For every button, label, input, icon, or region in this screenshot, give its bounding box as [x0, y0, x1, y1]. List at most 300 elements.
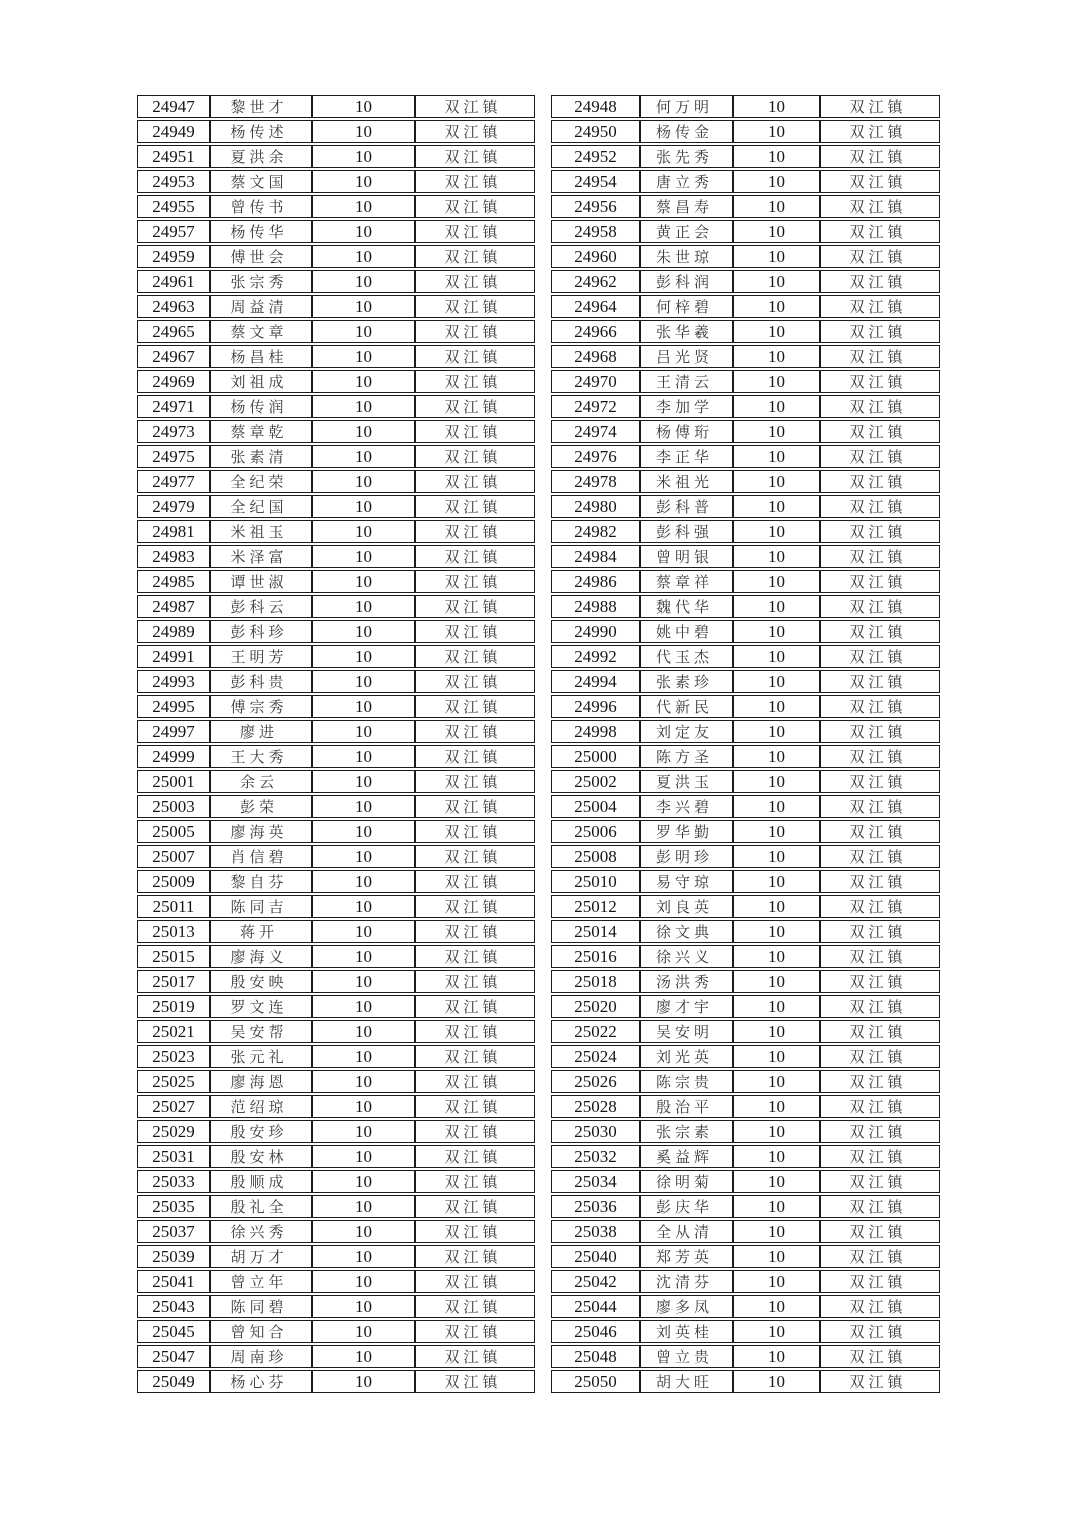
serial-cell: 25015 — [137, 945, 210, 968]
name-cell: 徐明菊 — [640, 1170, 733, 1193]
town-cell: 双江镇 — [820, 695, 940, 718]
name-cell: 李加学 — [640, 395, 733, 418]
table-row — [551, 420, 940, 443]
serial-cell: 24954 — [551, 170, 640, 193]
amount-cell: 10 — [733, 570, 820, 593]
name-cell: 杨传华 — [210, 220, 312, 243]
name-cell: 殷治平 — [640, 1095, 733, 1118]
serial-cell: 24992 — [551, 645, 640, 668]
name-cell: 傅世会 — [210, 245, 312, 268]
serial-cell: 25026 — [551, 1070, 640, 1093]
amount-cell: 10 — [312, 620, 415, 643]
town-cell: 双江镇 — [820, 95, 940, 118]
amount-cell: 10 — [733, 1045, 820, 1068]
serial-cell: 25017 — [137, 970, 210, 993]
table-row — [137, 1070, 535, 1093]
table-row — [137, 1170, 535, 1193]
serial-cell: 24980 — [551, 495, 640, 518]
table-row — [137, 295, 535, 318]
serial-cell: 25019 — [137, 995, 210, 1018]
amount-cell: 10 — [733, 1220, 820, 1243]
table-row — [137, 720, 535, 743]
name-cell: 蔡章乾 — [210, 420, 312, 443]
table-row — [551, 1295, 940, 1318]
table-row — [137, 1295, 535, 1318]
amount-cell: 10 — [312, 1345, 415, 1368]
town-cell: 双江镇 — [820, 195, 940, 218]
town-cell: 双江镇 — [415, 120, 535, 143]
name-cell: 吕光贤 — [640, 345, 733, 368]
town-cell: 双江镇 — [820, 1245, 940, 1268]
serial-cell: 24956 — [551, 195, 640, 218]
serial-cell: 24958 — [551, 220, 640, 243]
table-row — [551, 820, 940, 843]
name-cell: 曾知合 — [210, 1320, 312, 1343]
amount-cell: 10 — [312, 1245, 415, 1268]
serial-cell: 25050 — [551, 1370, 640, 1393]
table-row — [551, 1120, 940, 1143]
town-cell: 双江镇 — [820, 295, 940, 318]
name-cell: 张素清 — [210, 445, 312, 468]
table-row — [551, 320, 940, 343]
table-row — [551, 495, 940, 518]
serial-cell: 25012 — [551, 895, 640, 918]
name-cell: 王清云 — [640, 370, 733, 393]
table-row — [137, 970, 535, 993]
town-cell: 双江镇 — [415, 1245, 535, 1268]
serial-cell: 24965 — [137, 320, 210, 343]
amount-cell: 10 — [312, 1045, 415, 1068]
name-cell: 夏洪余 — [210, 145, 312, 168]
amount-cell: 10 — [312, 520, 415, 543]
amount-cell: 10 — [312, 1095, 415, 1118]
table-row — [137, 1095, 535, 1118]
town-cell: 双江镇 — [820, 1045, 940, 1068]
town-cell: 双江镇 — [415, 770, 535, 793]
amount-cell: 10 — [733, 195, 820, 218]
serial-cell: 24995 — [137, 695, 210, 718]
amount-cell: 10 — [733, 220, 820, 243]
name-cell: 张元礼 — [210, 1045, 312, 1068]
serial-cell: 24962 — [551, 270, 640, 293]
name-cell: 殷安林 — [210, 1145, 312, 1168]
left-roster-table — [137, 93, 535, 1395]
table-row — [137, 920, 535, 943]
town-cell: 双江镇 — [820, 920, 940, 943]
table-row — [551, 1070, 940, 1093]
name-cell: 代新民 — [640, 695, 733, 718]
name-cell: 彭科云 — [210, 595, 312, 618]
serial-cell: 24973 — [137, 420, 210, 443]
table-row — [551, 95, 940, 118]
town-cell: 双江镇 — [415, 520, 535, 543]
amount-cell: 10 — [312, 1220, 415, 1243]
table-row — [551, 1020, 940, 1043]
town-cell: 双江镇 — [820, 220, 940, 243]
table-row — [137, 1220, 535, 1243]
serial-cell: 25030 — [551, 1120, 640, 1143]
table-row — [137, 1320, 535, 1343]
amount-cell: 10 — [312, 845, 415, 868]
table-row — [551, 970, 940, 993]
serial-cell: 25023 — [137, 1045, 210, 1068]
amount-cell: 10 — [312, 320, 415, 343]
amount-cell: 10 — [312, 1195, 415, 1218]
amount-cell: 10 — [733, 1370, 820, 1393]
amount-cell: 10 — [312, 1170, 415, 1193]
amount-cell: 10 — [733, 770, 820, 793]
name-cell: 廖海恩 — [210, 1070, 312, 1093]
serial-cell: 25027 — [137, 1095, 210, 1118]
amount-cell: 10 — [733, 870, 820, 893]
amount-cell: 10 — [733, 620, 820, 643]
serial-cell: 25020 — [551, 995, 640, 1018]
amount-cell: 10 — [733, 1120, 820, 1143]
town-cell: 双江镇 — [820, 1270, 940, 1293]
town-cell: 双江镇 — [415, 620, 535, 643]
name-cell: 彭科强 — [640, 520, 733, 543]
amount-cell: 10 — [312, 670, 415, 693]
name-cell: 李正华 — [640, 445, 733, 468]
town-cell: 双江镇 — [820, 1345, 940, 1368]
name-cell: 胡大旺 — [640, 1370, 733, 1393]
serial-cell: 25008 — [551, 845, 640, 868]
table-row — [551, 170, 940, 193]
serial-cell: 24967 — [137, 345, 210, 368]
serial-cell: 24982 — [551, 520, 640, 543]
serial-cell: 25041 — [137, 1270, 210, 1293]
serial-cell: 24955 — [137, 195, 210, 218]
table-row — [551, 1095, 940, 1118]
amount-cell: 10 — [312, 345, 415, 368]
serial-cell: 24964 — [551, 295, 640, 318]
name-cell: 蔡文章 — [210, 320, 312, 343]
amount-cell: 10 — [312, 270, 415, 293]
table-row — [137, 770, 535, 793]
table-row — [137, 1245, 535, 1268]
serial-cell: 25039 — [137, 1245, 210, 1268]
serial-cell: 24986 — [551, 570, 640, 593]
name-cell: 黎自芬 — [210, 870, 312, 893]
serial-cell: 24985 — [137, 570, 210, 593]
table-row — [137, 1020, 535, 1043]
amount-cell: 10 — [312, 170, 415, 193]
town-cell: 双江镇 — [415, 1220, 535, 1243]
name-cell: 吴安明 — [640, 1020, 733, 1043]
town-cell: 双江镇 — [415, 995, 535, 1018]
table-row — [137, 395, 535, 418]
name-cell: 殷安映 — [210, 970, 312, 993]
name-cell: 代玉杰 — [640, 645, 733, 668]
amount-cell: 10 — [733, 845, 820, 868]
town-cell: 双江镇 — [415, 570, 535, 593]
serial-cell: 24976 — [551, 445, 640, 468]
town-cell: 双江镇 — [415, 1195, 535, 1218]
amount-cell: 10 — [733, 1020, 820, 1043]
table-row — [137, 270, 535, 293]
table-row — [137, 320, 535, 343]
amount-cell: 10 — [312, 795, 415, 818]
name-cell: 周益清 — [210, 295, 312, 318]
name-cell: 刘良英 — [640, 895, 733, 918]
town-cell: 双江镇 — [415, 1170, 535, 1193]
town-cell: 双江镇 — [415, 470, 535, 493]
right-roster-body — [551, 95, 940, 1393]
serial-cell: 24968 — [551, 345, 640, 368]
table-row — [137, 745, 535, 768]
name-cell: 蒋开 — [210, 920, 312, 943]
table-row — [551, 1270, 940, 1293]
town-cell: 双江镇 — [415, 595, 535, 618]
town-cell: 双江镇 — [820, 1095, 940, 1118]
serial-cell: 24951 — [137, 145, 210, 168]
amount-cell: 10 — [733, 695, 820, 718]
amount-cell: 10 — [733, 445, 820, 468]
serial-cell: 25046 — [551, 1320, 640, 1343]
serial-cell: 24953 — [137, 170, 210, 193]
amount-cell: 10 — [733, 320, 820, 343]
town-cell: 双江镇 — [820, 595, 940, 618]
amount-cell: 10 — [733, 120, 820, 143]
serial-cell: 25034 — [551, 1170, 640, 1193]
table-row — [551, 395, 940, 418]
serial-cell: 25040 — [551, 1245, 640, 1268]
town-cell: 双江镇 — [415, 870, 535, 893]
amount-cell: 10 — [312, 120, 415, 143]
amount-cell: 10 — [733, 945, 820, 968]
table-row — [551, 520, 940, 543]
town-cell: 双江镇 — [820, 745, 940, 768]
table-row — [551, 670, 940, 693]
town-cell: 双江镇 — [415, 1320, 535, 1343]
town-cell: 双江镇 — [415, 845, 535, 868]
amount-cell: 10 — [733, 1095, 820, 1118]
name-cell: 张宗秀 — [210, 270, 312, 293]
amount-cell: 10 — [312, 970, 415, 993]
amount-cell: 10 — [733, 745, 820, 768]
serial-cell: 25013 — [137, 920, 210, 943]
town-cell: 双江镇 — [415, 220, 535, 243]
town-cell: 双江镇 — [415, 945, 535, 968]
name-cell: 黄正会 — [640, 220, 733, 243]
amount-cell: 10 — [312, 1145, 415, 1168]
amount-cell: 10 — [312, 770, 415, 793]
serial-cell: 24961 — [137, 270, 210, 293]
serial-cell: 25035 — [137, 1195, 210, 1218]
town-cell: 双江镇 — [415, 1070, 535, 1093]
town-cell: 双江镇 — [820, 720, 940, 743]
name-cell: 彭科普 — [640, 495, 733, 518]
serial-cell: 25024 — [551, 1045, 640, 1068]
town-cell: 双江镇 — [415, 920, 535, 943]
serial-cell: 24993 — [137, 670, 210, 693]
amount-cell: 10 — [733, 170, 820, 193]
amount-cell: 10 — [312, 1320, 415, 1343]
table-row — [551, 470, 940, 493]
table-row — [551, 895, 940, 918]
table-row — [551, 295, 940, 318]
town-cell: 双江镇 — [820, 145, 940, 168]
town-cell: 双江镇 — [820, 470, 940, 493]
amount-cell: 10 — [733, 1295, 820, 1318]
name-cell: 蔡文国 — [210, 170, 312, 193]
serial-cell: 24971 — [137, 395, 210, 418]
town-cell: 双江镇 — [820, 520, 940, 543]
table-row — [137, 1045, 535, 1068]
serial-cell: 25002 — [551, 770, 640, 793]
amount-cell: 10 — [312, 495, 415, 518]
table-row — [551, 720, 940, 743]
name-cell: 刘光英 — [640, 1045, 733, 1068]
amount-cell: 10 — [733, 95, 820, 118]
table-row — [551, 270, 940, 293]
serial-cell: 25007 — [137, 845, 210, 868]
table-row — [137, 520, 535, 543]
town-cell: 双江镇 — [820, 120, 940, 143]
table-row — [551, 245, 940, 268]
town-cell: 双江镇 — [415, 295, 535, 318]
serial-cell: 24959 — [137, 245, 210, 268]
town-cell: 双江镇 — [415, 370, 535, 393]
table-row — [551, 620, 940, 643]
table-row — [551, 345, 940, 368]
table-row — [551, 695, 940, 718]
amount-cell: 10 — [733, 295, 820, 318]
town-cell: 双江镇 — [415, 1045, 535, 1068]
name-cell: 蔡章祥 — [640, 570, 733, 593]
table-row — [551, 1320, 940, 1343]
town-cell: 双江镇 — [415, 345, 535, 368]
table-row — [137, 170, 535, 193]
amount-cell: 10 — [733, 1070, 820, 1093]
amount-cell: 10 — [733, 595, 820, 618]
name-cell: 张华羲 — [640, 320, 733, 343]
name-cell: 杨心芬 — [210, 1370, 312, 1393]
name-cell: 刘定友 — [640, 720, 733, 743]
amount-cell: 10 — [312, 720, 415, 743]
name-cell: 姚中碧 — [640, 620, 733, 643]
name-cell: 蔡昌寿 — [640, 195, 733, 218]
table-row — [551, 920, 940, 943]
serial-cell: 24991 — [137, 645, 210, 668]
amount-cell: 10 — [312, 95, 415, 118]
name-cell: 奚益辉 — [640, 1145, 733, 1168]
name-cell: 余云 — [210, 770, 312, 793]
serial-cell: 24981 — [137, 520, 210, 543]
name-cell: 米泽富 — [210, 545, 312, 568]
serial-cell: 25010 — [551, 870, 640, 893]
table-row — [551, 1370, 940, 1393]
table-row — [551, 545, 940, 568]
table-row — [137, 795, 535, 818]
amount-cell: 10 — [312, 745, 415, 768]
serial-cell: 25031 — [137, 1145, 210, 1168]
serial-cell: 25004 — [551, 795, 640, 818]
town-cell: 双江镇 — [415, 1370, 535, 1393]
town-cell: 双江镇 — [820, 845, 940, 868]
table-row — [137, 695, 535, 718]
amount-cell: 10 — [312, 870, 415, 893]
town-cell: 双江镇 — [415, 720, 535, 743]
serial-cell: 24950 — [551, 120, 640, 143]
amount-cell: 10 — [733, 820, 820, 843]
name-cell: 刘英桂 — [640, 1320, 733, 1343]
serial-cell: 25028 — [551, 1095, 640, 1118]
town-cell: 双江镇 — [820, 1070, 940, 1093]
name-cell: 陈同碧 — [210, 1295, 312, 1318]
table-row — [137, 1270, 535, 1293]
table-row — [137, 145, 535, 168]
town-cell: 双江镇 — [415, 820, 535, 843]
serial-cell: 25021 — [137, 1020, 210, 1043]
name-cell: 王大秀 — [210, 745, 312, 768]
town-cell: 双江镇 — [415, 395, 535, 418]
serial-cell: 24997 — [137, 720, 210, 743]
town-cell: 双江镇 — [820, 995, 940, 1018]
name-cell: 徐文典 — [640, 920, 733, 943]
amount-cell: 10 — [312, 645, 415, 668]
name-cell: 彭荣 — [210, 795, 312, 818]
table-row — [551, 645, 940, 668]
town-cell: 双江镇 — [415, 320, 535, 343]
name-cell: 米祖玉 — [210, 520, 312, 543]
amount-cell: 10 — [733, 145, 820, 168]
serial-cell: 24979 — [137, 495, 210, 518]
name-cell: 曾立贵 — [640, 1345, 733, 1368]
amount-cell: 10 — [733, 1320, 820, 1343]
town-cell: 双江镇 — [820, 970, 940, 993]
town-cell: 双江镇 — [820, 495, 940, 518]
amount-cell: 10 — [312, 1120, 415, 1143]
name-cell: 曾立年 — [210, 1270, 312, 1293]
town-cell: 双江镇 — [415, 895, 535, 918]
amount-cell: 10 — [733, 545, 820, 568]
serial-cell: 25048 — [551, 1345, 640, 1368]
serial-cell: 25005 — [137, 820, 210, 843]
table-row — [551, 1170, 940, 1193]
amount-cell: 10 — [312, 245, 415, 268]
name-cell: 全纪荣 — [210, 470, 312, 493]
town-cell: 双江镇 — [415, 170, 535, 193]
name-cell: 廖才宇 — [640, 995, 733, 1018]
name-cell: 肖信碧 — [210, 845, 312, 868]
serial-cell: 24969 — [137, 370, 210, 393]
table-row — [137, 95, 535, 118]
town-cell: 双江镇 — [820, 170, 940, 193]
name-cell: 谭世淑 — [210, 570, 312, 593]
name-cell: 李兴碧 — [640, 795, 733, 818]
amount-cell: 10 — [733, 920, 820, 943]
table-row — [137, 620, 535, 643]
table-row — [551, 220, 940, 243]
amount-cell: 10 — [733, 1345, 820, 1368]
town-cell: 双江镇 — [415, 270, 535, 293]
town-cell: 双江镇 — [820, 670, 940, 693]
serial-cell: 24966 — [551, 320, 640, 343]
amount-cell: 10 — [733, 495, 820, 518]
name-cell: 吴安帮 — [210, 1020, 312, 1043]
name-cell: 易守琼 — [640, 870, 733, 893]
name-cell: 曾明银 — [640, 545, 733, 568]
table-row — [137, 495, 535, 518]
table-row — [137, 1370, 535, 1393]
serial-cell: 25006 — [551, 820, 640, 843]
amount-cell: 10 — [312, 545, 415, 568]
town-cell: 双江镇 — [415, 1345, 535, 1368]
table-row — [137, 670, 535, 693]
serial-cell: 25018 — [551, 970, 640, 993]
town-cell: 双江镇 — [415, 1120, 535, 1143]
